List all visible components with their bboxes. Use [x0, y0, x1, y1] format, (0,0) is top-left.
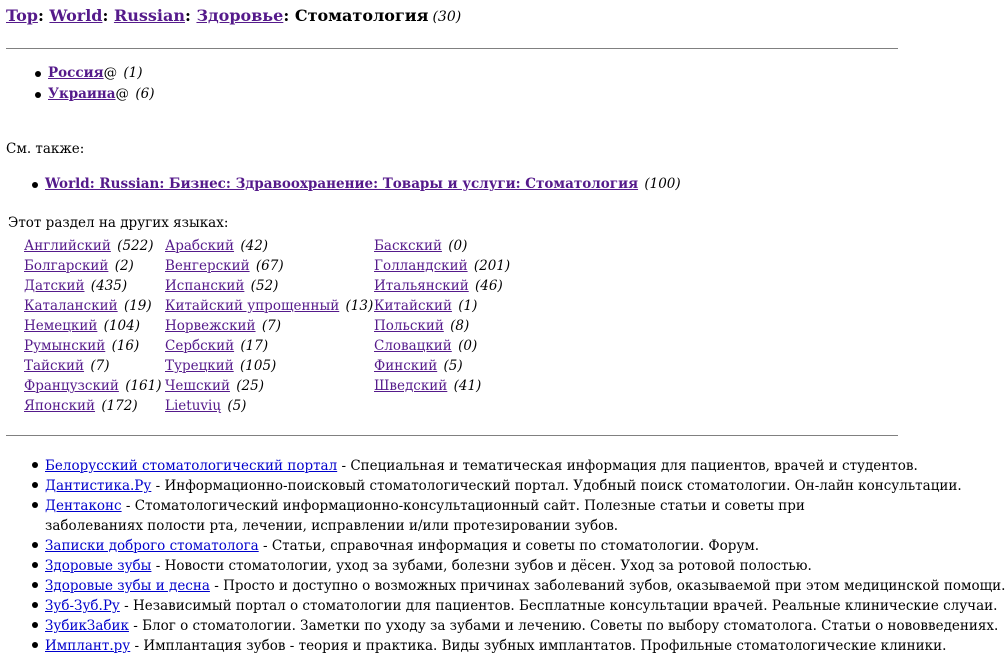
language-link[interactable]: Румынский — [24, 338, 106, 354]
language-link[interactable]: Итальянский — [374, 278, 469, 294]
language-link[interactable]: Немецкий — [24, 318, 98, 334]
language-link[interactable]: Турецкий — [165, 358, 234, 374]
language-item: Баскский (0) — [374, 238, 468, 254]
page-title: Стоматология — [294, 6, 429, 25]
language-item: Английский (522) — [24, 238, 154, 254]
list-item: World: Russian: Бизнес: Здравоохранение: Товары и услуги: Стоматология (100) — [45, 176, 681, 192]
language-link[interactable]: Lietuvių — [165, 398, 222, 414]
language-link[interactable]: Баскский — [374, 238, 442, 254]
language-item: Шведский (41) — [374, 378, 482, 394]
site-listing — [45, 456, 1005, 656]
language-link[interactable]: Французский — [24, 378, 119, 394]
list-item: Белорусский стоматологический портал - Специальная и тематическая информация для пациентов, врачей и студентов. — [45, 458, 918, 474]
breadcrumb-link-top[interactable]: Top — [6, 6, 38, 25]
divider-top — [6, 48, 898, 49]
site-link[interactable]: ЗубикЗабик — [45, 618, 129, 634]
breadcrumb-link-world[interactable]: World — [49, 6, 103, 25]
language-link[interactable]: Датский — [24, 278, 85, 294]
see-also-link[interactable]: World: Russian: Бизнес: Здравоохранение: Товары и услуги: Стоматология — [45, 176, 639, 192]
list-item: Записки доброго стоматолога - Статьи, справочная информация и советы по стоматологии. Форум. — [45, 536, 905, 556]
language-link[interactable]: Английский — [24, 238, 111, 254]
language-link[interactable]: Словацкий — [374, 338, 452, 354]
language-item: Румынский (16) — [24, 338, 140, 354]
language-link[interactable]: Сербский — [165, 338, 235, 354]
divider-bottom — [6, 435, 898, 436]
site-link[interactable]: Имплант.ру — [45, 638, 131, 654]
language-link[interactable]: Норвежский — [165, 318, 256, 334]
language-item: Китайский (1) — [374, 298, 478, 314]
language-item: Норвежский (7) — [165, 318, 281, 334]
language-item: Итальянский (46) — [374, 278, 503, 294]
site-link[interactable]: Зуб-Зуб.Ру — [45, 598, 120, 614]
language-item: Датский (435) — [24, 278, 128, 294]
language-item: Словацкий (0) — [374, 338, 478, 354]
language-link[interactable]: Голландский — [374, 258, 468, 274]
language-link[interactable]: Испанский — [165, 278, 245, 294]
see-also-label: См. также: — [6, 141, 85, 157]
breadcrumb-link-russian[interactable]: Russian — [113, 6, 185, 25]
language-item: Польский (8) — [374, 318, 470, 334]
site-link[interactable]: Белорусский стоматологический портал — [45, 458, 338, 474]
list-item: Имплант.ру - Имплантация зубов - теория и практика. Виды зубных имплантатов. Профильные стоматологические клиники. — [45, 638, 947, 654]
language-link[interactable]: Арабский — [165, 238, 235, 254]
language-column-1 — [24, 238, 162, 418]
other-languages-label: Этот раздел на других языках: — [8, 215, 229, 231]
site-link[interactable]: Дантистика.Ру — [45, 478, 152, 494]
language-link[interactable]: Венгерский — [165, 258, 250, 274]
language-item: Венгерский (67) — [165, 258, 284, 274]
language-item: Каталанский (19) — [24, 298, 152, 314]
list-item: Дантистика.Ру - Информационно-поисковый стоматологический портал. Удобный поиск стоматологии. Он-лайн консультации. — [45, 478, 962, 494]
region-link-russia[interactable]: Россия — [48, 65, 104, 81]
language-link[interactable]: Болгарский — [24, 258, 109, 274]
language-item: Испанский (52) — [165, 278, 279, 294]
language-item: Тайский (7) — [24, 358, 110, 374]
language-item: Немецкий (104) — [24, 318, 140, 334]
list-item: ЗубикЗабик - Блог о стоматологии. Заметки по уходу за зубами и лечению. Советы по выбору стоматолога. Статьи о нововведениях. — [45, 618, 999, 634]
site-link[interactable]: Здоровые зубы — [45, 558, 152, 574]
site-link[interactable]: Дентаконс — [45, 498, 122, 514]
language-link[interactable]: Каталанский — [24, 298, 118, 314]
language-column-3 — [374, 238, 510, 398]
language-item: Сербский (17) — [165, 338, 269, 354]
breadcrumb: Top: World: Russian: Здоровье: Стоматология (30) — [6, 6, 462, 25]
see-also-section — [45, 176, 681, 192]
list-item: Дентаконс - Стоматологический информационно-консультационный сайт. Полезные статьи и советы при заболеваниях полости рта, лечении, исправлении и/или протезировании зубов. — [45, 496, 898, 536]
language-item: Арабский (42) — [165, 238, 269, 254]
language-link[interactable]: Польский — [374, 318, 444, 334]
language-item: Голландский (201) — [374, 258, 511, 274]
list-item: Россия@ (1) — [48, 65, 154, 86]
language-link[interactable]: Чешский — [165, 378, 230, 394]
language-link[interactable]: Тайский — [24, 358, 85, 374]
category-count: (30) — [432, 9, 462, 25]
language-item: Французский (161) — [24, 378, 162, 394]
language-link[interactable]: Китайский — [374, 298, 452, 314]
list-item: Здоровые зубы - Новости стоматологии, уход за зубами, болезни зубов и дёсен. Уход за ротовой полостью. — [45, 556, 905, 576]
language-item: Чешский (25) — [165, 378, 264, 394]
language-link[interactable]: Японский — [24, 398, 96, 414]
breadcrumb-link-health[interactable]: Здоровье — [196, 6, 284, 25]
language-item: Японский (172) — [24, 398, 138, 414]
language-item: Китайский упрощенный (13) — [165, 298, 374, 314]
language-link[interactable]: Китайский упрощенный — [165, 298, 340, 314]
language-column-2 — [165, 238, 373, 418]
language-item: Финский (5) — [374, 358, 463, 374]
language-item: Турецкий (105) — [165, 358, 277, 374]
language-item: Болгарский (2) — [24, 258, 134, 274]
site-link[interactable]: Записки доброго стоматолога — [45, 538, 259, 554]
list-item: Зуб-Зуб.Ру - Независимый портал о стоматологии для пациентов. Бесплатные консультации врачей. Реальные клинические случаи. — [45, 598, 998, 614]
language-item: Lietuvių (5) — [165, 398, 247, 414]
region-link-ukraine[interactable]: Украина — [48, 86, 116, 102]
language-link[interactable]: Шведский — [374, 378, 448, 394]
regional-subcategories — [48, 65, 154, 107]
list-item: Украина@ (6) — [48, 86, 154, 107]
list-item: Здоровые зубы и десна - Просто и доступно о возможных причинах заболеваний зубов, оказываемой при этом медицинской помощи. — [45, 578, 1005, 594]
language-link[interactable]: Финский — [374, 358, 438, 374]
site-link[interactable]: Здоровые зубы и десна — [45, 578, 210, 594]
